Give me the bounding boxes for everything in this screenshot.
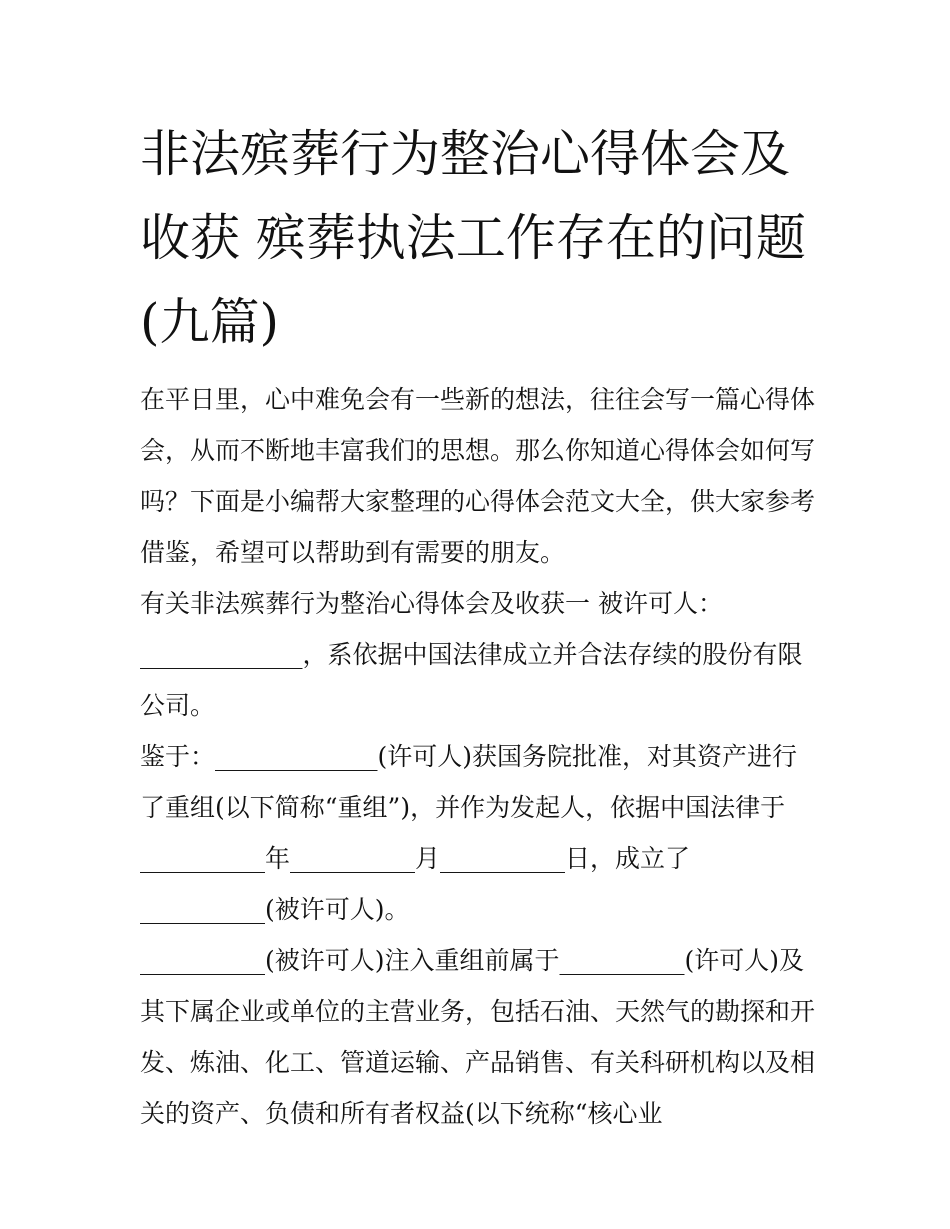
body-line: 了重组(以下简称“重组”)，并作为发起人，依据中国法律于: [140, 793, 786, 822]
body-line: 借鉴，希望可以帮助到有需要的朋友。: [140, 538, 566, 567]
body-line: 会，从而不断地丰富我们的思想。那么你知道心得体会如何写: [140, 436, 816, 465]
body-line: 鉴于：_____________(许可人)获国务院批准，对其资产进行: [140, 742, 798, 771]
body-line: 有关非法殡葬行为整治心得体会及收获一 被许可人：: [140, 589, 723, 618]
body-line: 公司。: [140, 691, 216, 720]
body-line: 在平日里，心中难免会有一些新的想法，往往会写一篇心得体: [140, 385, 816, 414]
body-line: 关的资产、负债和所有者权益(以下统称“核心业: [140, 1099, 663, 1128]
title-line: 收获 殡葬执法工作存在的问题: [140, 209, 806, 267]
body-line: _____________，系依据中国法律成立并合法存续的股份有限: [140, 640, 803, 669]
body-line: 其下属企业或单位的主营业务，包括石油、天然气的勘探和开: [140, 997, 816, 1026]
document-body: [140, 374, 816, 1139]
body-line: __________年__________月__________日，成立了: [140, 844, 691, 873]
body-line: __________(被许可人)。: [140, 895, 410, 924]
document-title: [140, 112, 816, 364]
document-page: [140, 112, 816, 1139]
body-line: 吗？下面是小编帮大家整理的心得体会范文大全，供大家参考: [140, 487, 816, 516]
title-line: (九篇): [140, 293, 280, 351]
body-line: 发、炼油、化工、管道运输、产品销售、有关科研机构以及相: [140, 1048, 816, 1077]
body-line: __________(被许可人)注入重组前属于__________(许可人)及: [140, 946, 805, 975]
title-line: 非法殡葬行为整治心得体会及: [140, 125, 790, 183]
